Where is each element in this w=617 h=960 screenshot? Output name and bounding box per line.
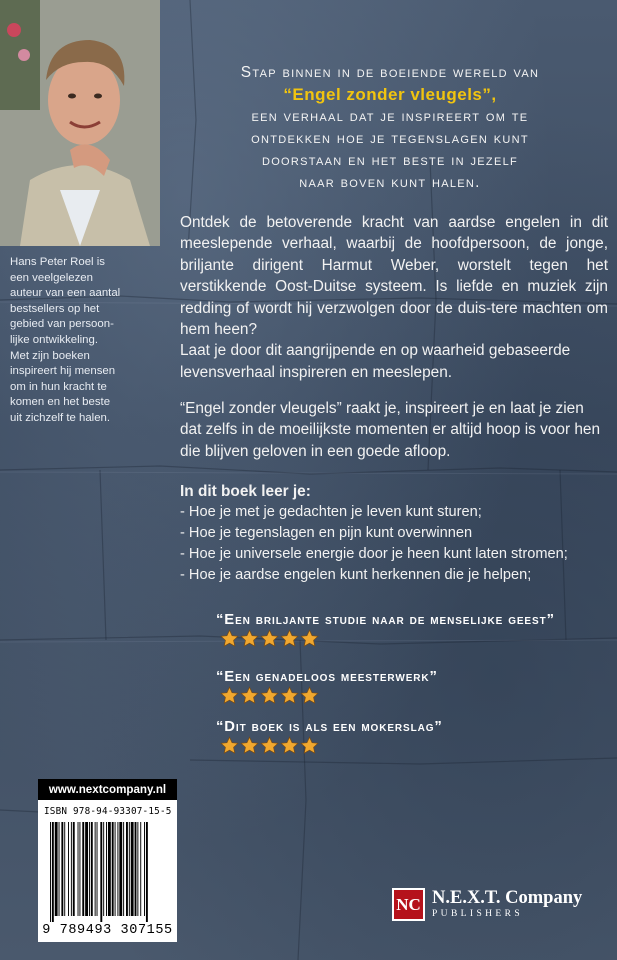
barcode-bar <box>79 822 80 916</box>
barcode-bar <box>61 822 63 916</box>
learn-item: - Hoe je universele energie door je heen kunt laten stromen; <box>180 546 568 562</box>
bio-line: een veelgelezen <box>10 271 93 284</box>
review-quote: “Een briljante studie naar de menselijke geest” <box>216 612 555 628</box>
learn-item: - Hoe je met je gedachten je leven kunt sturen; <box>180 504 482 520</box>
barcode-bar <box>68 822 69 916</box>
learn-item: - Hoe je aardse engelen kunt herkennen die je helpen; <box>180 567 532 583</box>
star-icon <box>260 736 279 755</box>
star-icon <box>280 686 299 705</box>
barcode-bar <box>119 822 122 916</box>
bio-line: gebied van persoon- <box>10 318 114 331</box>
barcode-bar <box>78 822 79 916</box>
barcode-bar <box>115 822 116 916</box>
barcode-bar <box>129 822 130 916</box>
review <box>216 719 616 755</box>
barcode-bar <box>126 822 128 916</box>
barcode-bar <box>103 822 104 916</box>
publisher-logo <box>392 888 582 921</box>
publisher-tagline: PUBLISHERS <box>432 909 524 919</box>
intro-block <box>180 62 600 194</box>
review <box>216 612 616 648</box>
barcode-bar <box>85 822 88 916</box>
bio-line: uit zichzelf te halen. <box>10 411 111 424</box>
barcode-bar <box>91 822 93 916</box>
barcode-bar <box>71 822 72 916</box>
star-icon <box>220 629 239 648</box>
barcode-bar <box>89 822 90 916</box>
star-icon <box>240 736 259 755</box>
bio-line: komen en het beste <box>10 396 111 409</box>
review <box>216 669 616 705</box>
bio-line: auteur van een aantal <box>10 287 121 300</box>
star-icon <box>260 629 279 648</box>
star-icon <box>240 629 259 648</box>
barcode-bar <box>106 822 107 916</box>
isbn-text: ISBN 978-94-93307-15-5 <box>44 806 172 817</box>
intro-line: naar boven kunt halen. <box>299 174 481 191</box>
barcode-bar <box>52 822 54 922</box>
barcode-bar <box>73 822 75 916</box>
star-icon <box>220 686 239 705</box>
bio-line: inspireert hij mensen <box>10 365 116 378</box>
star-icon <box>300 629 319 648</box>
review-quote: “Dit boek is als een mokerslag” <box>216 719 443 735</box>
intro-line: een verhaal dat je inspireert om te <box>251 108 529 125</box>
review-quote: “Een genadeloos meesterwerk” <box>216 669 438 685</box>
learn-section <box>180 481 608 586</box>
intro-line: doorstaan en het beste in jezelf <box>261 152 519 169</box>
star-icon <box>300 736 319 755</box>
bio-line: lijke ontwikkeling. <box>10 333 98 346</box>
barcode-bar <box>64 822 65 916</box>
bio-line: bestsellers op het <box>10 302 100 315</box>
barcode-bar <box>100 822 102 922</box>
learn-heading: In dit boek leer je: <box>180 483 311 500</box>
star-icon <box>280 629 299 648</box>
author-bio <box>10 255 166 427</box>
description-paragraph: Ontdek de betoverende kracht van aardse engelen in dit meeslepende verhaal, waarbij de hoofdpersoon, de jonge, briljante dirigent Harmut Weber, worstelt tegen het verstikkende Oost-Duitse systeem. Is liefde en muziek zijn redding of wordt hij verzwolgen door de duis-tere machten om hem heen? <box>180 214 608 339</box>
barcode-bar <box>135 822 137 916</box>
bio-line: Met zijn boeken <box>10 349 90 362</box>
barcode-bar <box>117 822 118 916</box>
publisher-name: N.E.X.T. Company <box>432 888 583 908</box>
barcode-bar <box>137 822 138 916</box>
barcode-bar <box>95 822 96 916</box>
barcode-bar <box>108 822 111 916</box>
publisher-name-block <box>432 889 582 920</box>
star-rating <box>220 736 616 755</box>
book-title: “Engel zonder vleugels”, <box>283 85 497 104</box>
star-icon <box>240 686 259 705</box>
barcode-bar <box>144 822 145 916</box>
nc-logo-icon: NC <box>392 888 425 921</box>
star-icon <box>300 686 319 705</box>
barcode-bar <box>82 822 84 916</box>
barcode-bar <box>146 822 148 922</box>
barcode-bar <box>50 822 51 922</box>
publisher-url: www.nextcompany.nl <box>38 779 177 800</box>
description-closing: Laat je door dit aangrijpende en op waarheid gebaseerde levensverhaal inspireren en meeslepen. <box>180 342 571 381</box>
star-rating <box>220 629 616 648</box>
bio-line: om in hun kracht te <box>10 380 107 393</box>
description <box>180 212 608 383</box>
intro-line: Stap binnen in de boeiende wereld van <box>240 64 540 81</box>
bio-line: Hans Peter Roel is <box>10 256 105 268</box>
barcode-bar <box>140 822 141 916</box>
barcode-bar <box>112 822 114 916</box>
star-icon <box>260 686 279 705</box>
star-rating <box>220 686 616 705</box>
barcode-bar <box>97 822 98 916</box>
intro-line: ontdekken hoe je tegenslagen kunt <box>251 130 529 147</box>
quote-paragraph: “Engel zonder vleugels” raakt je, inspireert je en laat je zien dat zelfs in de moeilijkste momenten er altijd hoop is voor hen die blijven geloven in een goede afloop. <box>180 400 601 460</box>
learn-item: - Hoe je tegenslagen en pijn kunt overwinnen <box>180 525 473 541</box>
barcode-bar <box>59 822 60 916</box>
barcode-bar <box>123 822 124 916</box>
author-photo <box>0 0 160 246</box>
star-icon <box>280 736 299 755</box>
star-icon <box>220 736 239 755</box>
barcode-bar <box>55 822 58 916</box>
barcode-bars <box>50 822 172 922</box>
ean-number: 9 789493 307155 <box>42 923 173 938</box>
barcode-bar <box>131 822 134 916</box>
